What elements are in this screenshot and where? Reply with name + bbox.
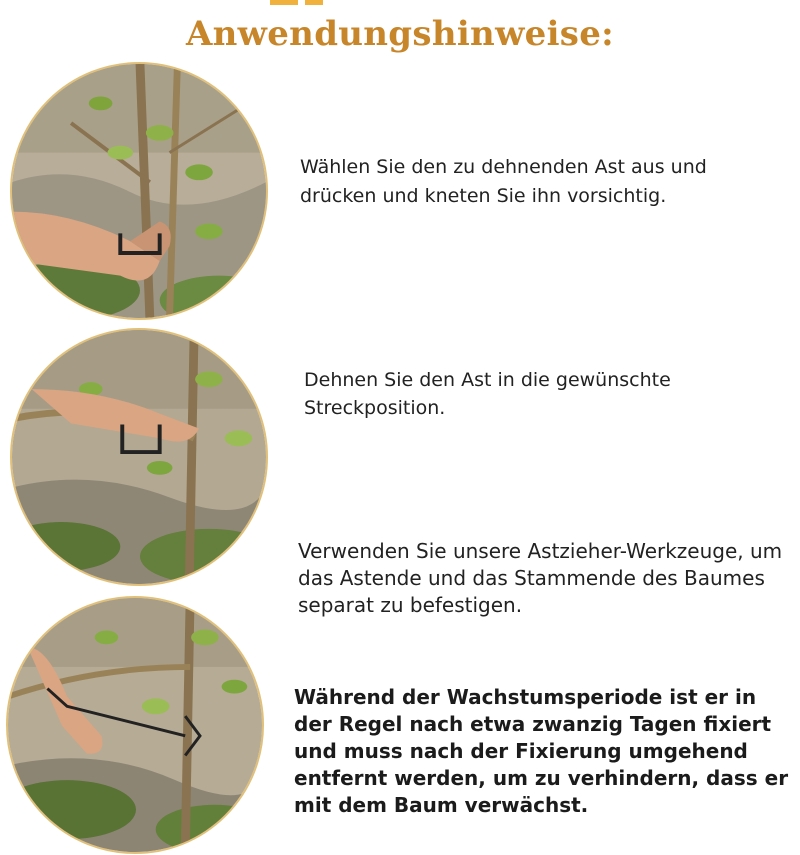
page-title: Anwendungshinweise: xyxy=(185,14,615,54)
step-4-text: Während der Wachstumsperiode ist er in der Regel nach etwa zwanzig Tagen fixiert und muss nach der Fixierung umgehend entfernt werden, um zu verhindern, dass er mit dem Baum verwächst. xyxy=(294,685,789,817)
step-2-photo xyxy=(10,328,268,586)
step-1-photo xyxy=(10,62,268,320)
step-1-text: Wählen Sie den zu dehnenden Ast aus und drücken und kneten Sie ihn vorsichtig. xyxy=(300,156,707,207)
step-3-photo xyxy=(6,596,264,854)
step-3-text: Verwenden Sie unsere Astzieher-Werkzeuge, um das Astende und das Stammende des Baumes separat zu befestigen. xyxy=(298,539,783,617)
step-2-text: Dehnen Sie den Ast in die gewünschte Streckposition. xyxy=(304,369,671,419)
decorative-bar-right xyxy=(305,0,323,5)
decorative-bar-left xyxy=(270,0,298,5)
